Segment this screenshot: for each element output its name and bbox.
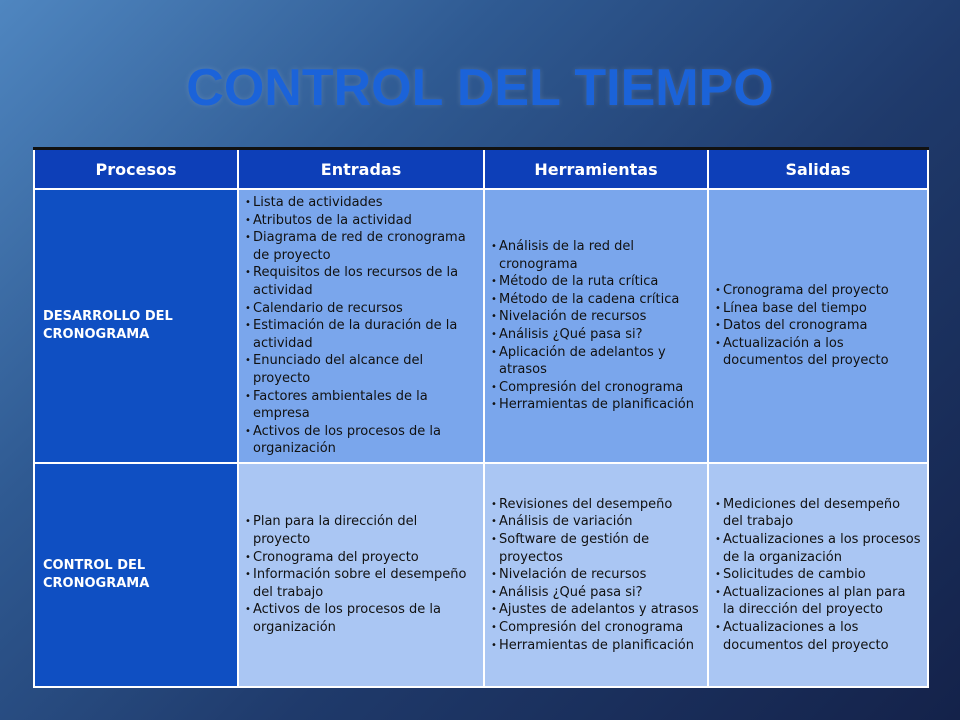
list-item: • Factores ambientales de la empresa	[245, 388, 477, 423]
list-item: • Activos de los procesos de la organización	[245, 423, 477, 458]
slide-title: CONTROL DEL TIEMPO	[186, 59, 774, 117]
list-item: • Diagrama de red de cronograma de proyecto	[245, 229, 477, 264]
list-item: • Calendario de recursos	[245, 300, 477, 318]
table-row	[34, 189, 928, 463]
list-item: • Ajustes de adelantos y atrasos	[491, 601, 701, 619]
list-item: • Solicitudes de cambio	[715, 566, 921, 584]
process-name: DESARROLLO DEL CRONOGRAMA	[34, 189, 238, 463]
salidas-list	[715, 496, 921, 654]
header-herramientas: Herramientas	[484, 149, 708, 190]
list-item: • Atributos de la actividad	[245, 212, 477, 230]
list-item: • Análisis ¿Qué pasa si?	[491, 326, 701, 344]
header-row	[34, 149, 928, 190]
list-item: • Requisitos de los recursos de la actividad	[245, 264, 477, 299]
list-item: • Nivelación de recursos	[491, 566, 701, 584]
list-item: • Datos del cronograma	[715, 317, 921, 335]
list-item: • Compresión del cronograma	[491, 619, 701, 637]
list-item: • Método de la ruta crítica	[491, 273, 701, 291]
header-procesos: Procesos	[34, 149, 238, 190]
herramientas-cell	[484, 463, 708, 687]
entradas-list	[245, 513, 477, 636]
list-item: • Información sobre el desempeño del trabajo	[245, 566, 477, 601]
list-item: • Estimación de la duración de la actividad	[245, 317, 477, 352]
list-item: • Actualización a los documentos del proyecto	[715, 335, 921, 370]
salidas-list	[715, 282, 921, 370]
list-item: • Plan para la dirección del proyecto	[245, 513, 477, 548]
list-item: • Método de la cadena crítica	[491, 291, 701, 309]
salidas-cell	[708, 189, 928, 463]
salidas-cell	[708, 463, 928, 687]
process-name: CONTROL DEL CRONOGRAMA	[34, 463, 238, 687]
header-salidas: Salidas	[708, 149, 928, 190]
list-item: • Análisis ¿Qué pasa si?	[491, 584, 701, 602]
header-entradas: Entradas	[238, 149, 484, 190]
list-item: • Herramientas de planificación	[491, 396, 701, 414]
table-row	[34, 463, 928, 687]
list-item: • Análisis de la red del cronograma	[491, 238, 701, 273]
list-item: • Herramientas de planificación	[491, 637, 701, 655]
list-item: • Actualizaciones a los procesos de la organización	[715, 531, 921, 566]
herramientas-cell	[484, 189, 708, 463]
list-item: • Lista de actividades	[245, 194, 477, 212]
entradas-cell	[238, 189, 484, 463]
list-item: • Análisis de variación	[491, 513, 701, 531]
process-table	[33, 147, 929, 688]
list-item: • Aplicación de adelantos y atrasos	[491, 344, 701, 379]
list-item: • Cronograma del proyecto	[715, 282, 921, 300]
list-item: • Revisiones del desempeño	[491, 496, 701, 514]
list-item: • Activos de los procesos de la organización	[245, 601, 477, 636]
list-item: • Enunciado del alcance del proyecto	[245, 352, 477, 387]
list-item: • Compresión del cronograma	[491, 379, 701, 397]
list-item: • Actualizaciones a los documentos del proyecto	[715, 619, 921, 654]
entradas-list	[245, 194, 477, 458]
herramientas-list	[491, 238, 701, 414]
herramientas-list	[491, 496, 701, 654]
list-item: • Línea base del tiempo	[715, 300, 921, 318]
list-item: • Cronograma del proyecto	[245, 549, 477, 567]
entradas-cell	[238, 463, 484, 687]
list-item: • Nivelación de recursos	[491, 308, 701, 326]
list-item: • Actualizaciones al plan para la dirección del proyecto	[715, 584, 921, 619]
list-item: • Mediciones del desempeño del trabajo	[715, 496, 921, 531]
list-item: • Software de gestión de proyectos	[491, 531, 701, 566]
